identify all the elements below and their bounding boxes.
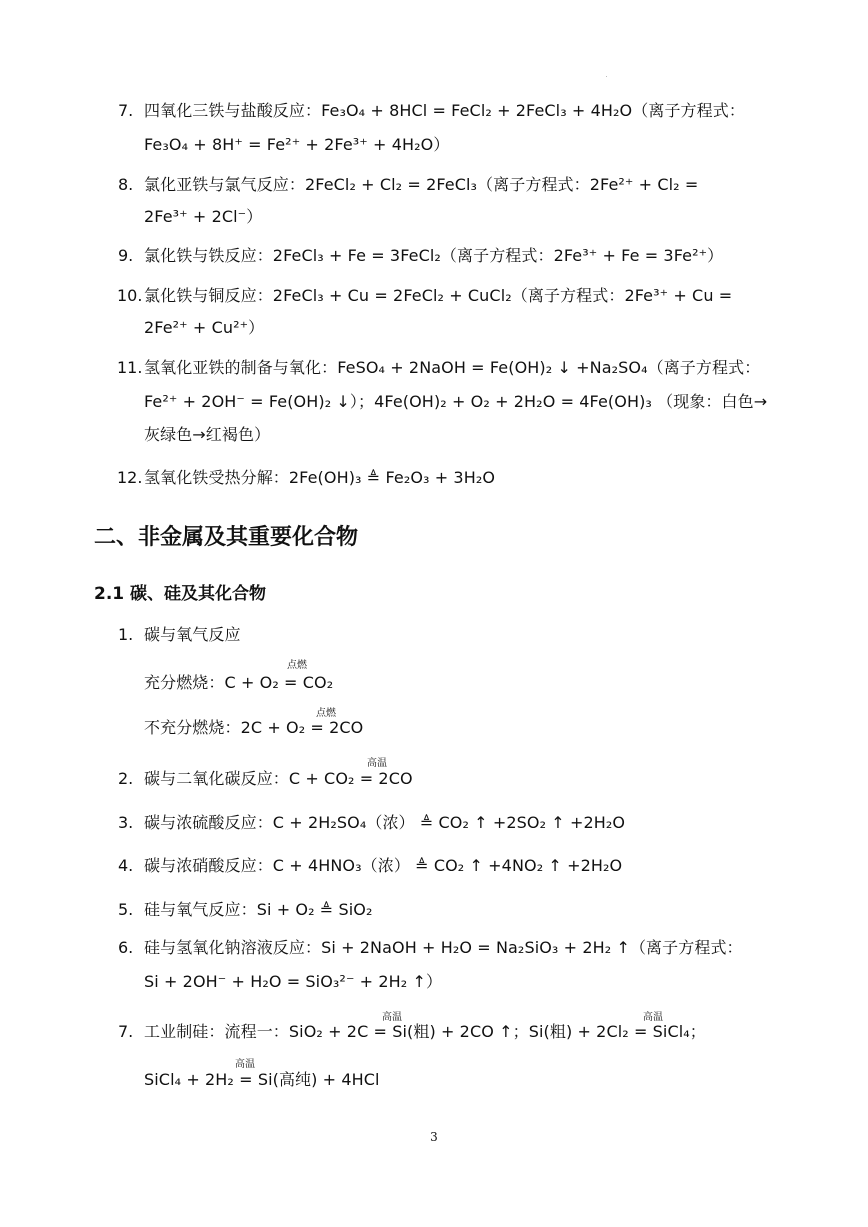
item-text: 不充分燃烧：2C + O₂ = 2CO xyxy=(144,718,364,737)
item-text: 氢氧化亚铁的制备与氧化：FeSO₄ + 2NaOH = Fe(OH)₂ ↓ +Na₂SO₄（离子方程式： xyxy=(144,358,761,377)
item-number: 2. xyxy=(118,769,134,788)
item-number: 12. xyxy=(117,468,143,487)
reaction-condition: 点燃 xyxy=(316,708,336,719)
reaction-condition: 高温 xyxy=(367,758,387,769)
item-number: 8. xyxy=(118,175,134,194)
item-number: 7. xyxy=(118,1022,134,1041)
section-title: 二、非金属及其重要化合物 xyxy=(94,525,359,550)
item-text: 2Fe²⁺ + Cu²⁺） xyxy=(144,318,265,337)
item-text: 碳与二氧化碳反应：C + CO₂ = 2CO xyxy=(144,769,413,788)
item-text: Fe²⁺ + 2OH⁻ = Fe(OH)₂ ↓）；4Fe(OH)₂ + O₂ + 2H₂O = 4Fe(OH)₃ （现象：白色→ xyxy=(144,392,768,411)
item-number: 6. xyxy=(118,938,134,957)
item-text: 碳与浓硫酸反应：C + 2H₂SO₄（浓） ≜ CO₂ ↑ +2SO₂ ↑ +2H₂O xyxy=(144,813,626,832)
item-text: 工业制硅：流程一：SiO₂ + 2C = Si(粗) + 2CO ↑；Si(粗) + 2Cl₂ = SiCl₄； xyxy=(144,1022,706,1041)
item-text: 2Fe³⁺ + 2Cl⁻） xyxy=(144,207,263,226)
reaction-condition: 高温 xyxy=(235,1059,255,1070)
scan-speck xyxy=(606,76,607,77)
item-number: 5. xyxy=(118,900,134,919)
item-text: 碳与浓硝酸反应：C + 4HNO₃（浓） ≜ CO₂ ↑ +4NO₂ ↑ +2H₂O xyxy=(144,856,623,875)
item-text: 氯化铁与铁反应：2FeCl₃ + Fe = 3FeCl₂（离子方程式：2Fe³⁺ + Fe = 3Fe²⁺） xyxy=(144,246,724,265)
item-text: 灰绿色→红褐色） xyxy=(144,425,271,444)
item-number: 11. xyxy=(117,358,143,377)
item-number: 4. xyxy=(118,856,134,875)
item-number: 3. xyxy=(118,813,134,832)
item-number: 7. xyxy=(118,101,134,120)
reaction-condition: 高温 xyxy=(643,1012,663,1023)
item-number: 9. xyxy=(118,246,134,265)
page-number: 3 xyxy=(430,1130,438,1144)
subsection-title: 2.1 碳、硅及其化合物 xyxy=(94,584,267,604)
item-text: 充分燃烧：C + O₂ = CO₂ xyxy=(144,673,334,692)
item-text: Fe₃O₄ + 8H⁺ = Fe²⁺ + 2Fe³⁺ + 4H₂O） xyxy=(144,135,450,154)
item-text: 硅与氧气反应：Si + O₂ ≜ SiO₂ xyxy=(144,900,373,919)
reaction-condition: 点燃 xyxy=(287,660,307,671)
item-text: 氢氧化铁受热分解：2Fe(OH)₃ ≜ Fe₂O₃ + 3H₂O xyxy=(144,468,496,487)
item-number: 1. xyxy=(118,625,134,644)
item-text: 氯化铁与铜反应：2FeCl₃ + Cu = 2FeCl₂ + CuCl₂（离子方程式：2Fe³⁺ + Cu = xyxy=(144,286,733,305)
item-text: 硅与氢氧化钠溶液反应：Si + 2NaOH + H₂O = Na₂SiO₃ + 2H₂ ↑（离子方程式： xyxy=(144,938,743,957)
reaction-condition: 高温 xyxy=(382,1012,402,1023)
item-text: 氯化亚铁与氯气反应：2FeCl₂ + Cl₂ = 2FeCl₃（离子方程式：2Fe²⁺ + Cl₂ = xyxy=(144,175,699,194)
item-text: 四氧化三铁与盐酸反应：Fe₃O₄ + 8HCl = FeCl₂ + 2FeCl₃ + 4H₂O（离子方程式： xyxy=(144,101,745,120)
item-number: 10. xyxy=(117,286,143,305)
item-text: SiCl₄ + 2H₂ = Si(高纯) + 4HCl xyxy=(144,1070,380,1089)
item-text: 碳与氧气反应 xyxy=(144,625,241,644)
item-text: Si + 2OH⁻ + H₂O = SiO₃²⁻ + 2H₂ ↑） xyxy=(144,972,443,991)
